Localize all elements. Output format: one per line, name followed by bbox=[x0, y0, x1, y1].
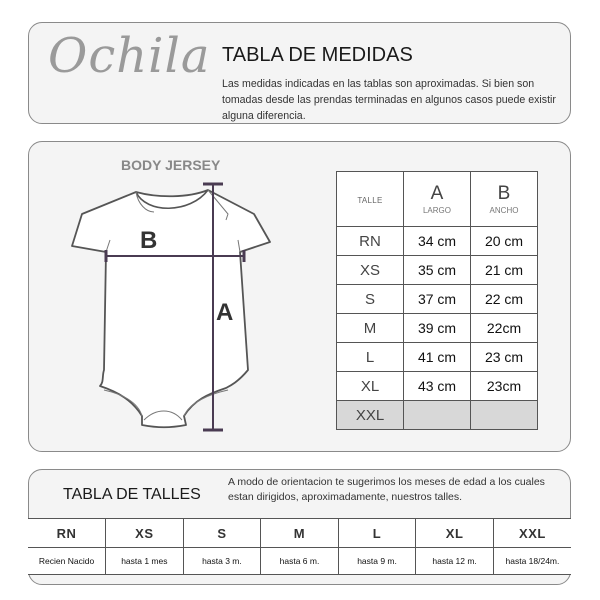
size-cell: L bbox=[337, 343, 404, 372]
size-header-cell: S bbox=[183, 519, 261, 548]
talles-title: TABLA DE TALLES bbox=[63, 486, 201, 503]
size-cell: XXL bbox=[337, 401, 404, 430]
largo-cell: 39 cm bbox=[404, 314, 471, 343]
garment-title: BODY JERSEY bbox=[121, 157, 221, 173]
size-header-cell: L bbox=[338, 519, 416, 548]
table-row bbox=[337, 343, 538, 372]
table-row bbox=[337, 372, 538, 401]
age-cell: hasta 1 mes bbox=[106, 548, 184, 575]
ancho-cell: 21 cm bbox=[471, 256, 538, 285]
table-row bbox=[337, 314, 538, 343]
page-title: TABLA DE MEDIDAS bbox=[222, 44, 413, 66]
size-measurements-table bbox=[336, 171, 538, 430]
age-cell: hasta 18/24m. bbox=[493, 548, 571, 575]
largo-cell: 41 cm bbox=[404, 343, 471, 372]
size-header-cell: XL bbox=[416, 519, 494, 548]
ancho-cell: 22 cm bbox=[471, 285, 538, 314]
header-talle: TALLE bbox=[337, 172, 404, 227]
table-row bbox=[337, 401, 538, 430]
disclaimer-text: Las medidas indicadas en las tablas son aproximadas. Si bien son tomadas desde las prendas terminadas en algunos casos puede existir alguna diferencia. bbox=[222, 78, 556, 122]
age-cell: hasta 6 m. bbox=[261, 548, 339, 575]
age-guide-table bbox=[28, 518, 571, 575]
largo-cell: 43 cm bbox=[404, 372, 471, 401]
measure-a-label: A bbox=[216, 299, 234, 326]
ancho-cell: 20 cm bbox=[471, 227, 538, 256]
largo-cell: 37 cm bbox=[404, 285, 471, 314]
table-row bbox=[337, 285, 538, 314]
largo-cell: 34 cm bbox=[404, 227, 471, 256]
ancho-cell: 22cm bbox=[471, 314, 538, 343]
largo-cell: 35 cm bbox=[404, 256, 471, 285]
ancho-cell: 23 cm bbox=[471, 343, 538, 372]
age-cell: Recien Nacido bbox=[28, 548, 106, 575]
age-cell: hasta 9 m. bbox=[338, 548, 416, 575]
size-cell: XL bbox=[337, 372, 404, 401]
bodysuit-outline bbox=[72, 190, 270, 427]
largo-cell bbox=[404, 401, 471, 430]
size-cell: XS bbox=[337, 256, 404, 285]
age-cell: hasta 3 m. bbox=[183, 548, 261, 575]
ages-row bbox=[28, 548, 571, 575]
table-row bbox=[337, 227, 538, 256]
size-header-cell: XXL bbox=[493, 519, 571, 548]
bodysuit-illustration bbox=[58, 180, 278, 440]
age-cell: hasta 12 m. bbox=[416, 548, 494, 575]
table-row bbox=[337, 256, 538, 285]
size-cell: RN bbox=[337, 227, 404, 256]
size-cell: S bbox=[337, 285, 404, 314]
brand-logo: Ochila bbox=[48, 28, 211, 84]
size-header-cell: XS bbox=[106, 519, 184, 548]
ancho-cell: 23cm bbox=[471, 372, 538, 401]
talles-description: A modo de orientacion te sugerimos los meses de edad a los cuales estan dirigidos, aproximadamente, nuestros talles. bbox=[228, 476, 545, 503]
size-header-cell: RN bbox=[28, 519, 106, 548]
size-header-cell: M bbox=[261, 519, 339, 548]
header-col-a: A LARGO bbox=[404, 172, 471, 227]
size-cell: M bbox=[337, 314, 404, 343]
measure-b-label: B bbox=[140, 227, 158, 254]
header-col-b: B ANCHO bbox=[471, 172, 538, 227]
ancho-cell bbox=[471, 401, 538, 430]
table-header-row bbox=[337, 172, 538, 227]
sizes-row bbox=[28, 519, 571, 548]
